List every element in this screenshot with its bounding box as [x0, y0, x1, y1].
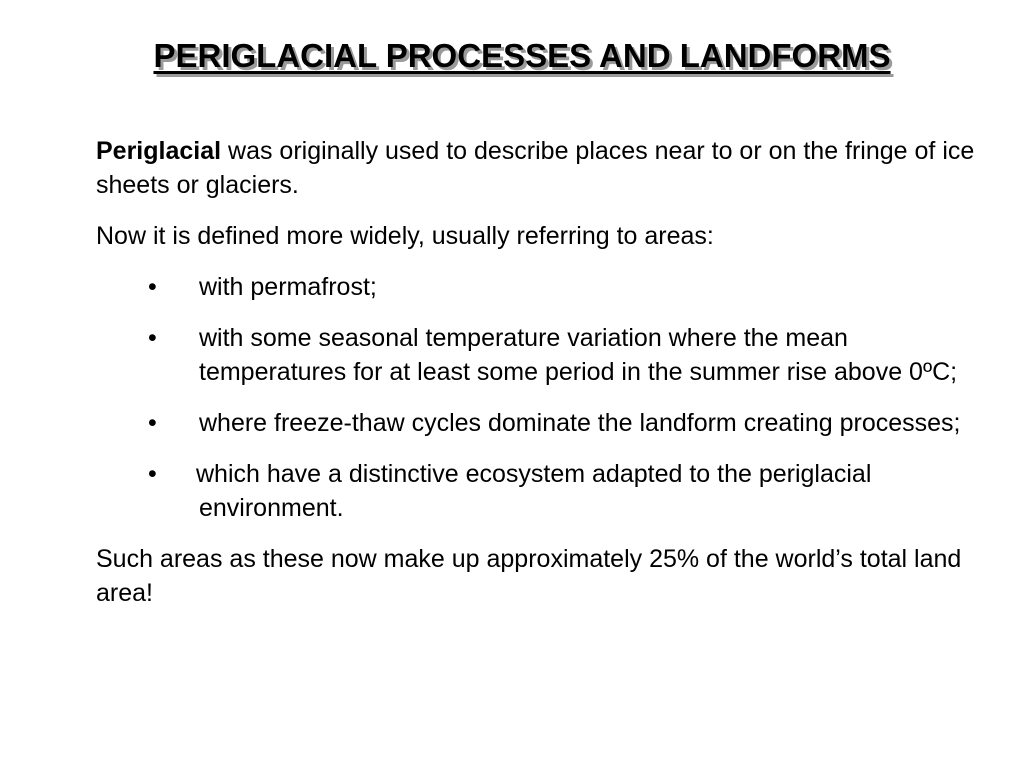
slide-title: PERIGLACIAL PROCESSES AND LANDFORMS [153, 37, 891, 74]
bullet-item [96, 457, 976, 525]
bullet-list [96, 270, 976, 525]
bullet-text: with permafrost; [199, 273, 377, 301]
slide-body [96, 134, 976, 627]
bullet-icon: • [148, 409, 157, 437]
conclusion-paragraph: Such areas as these now make up approximately 25% of the world’s total land area! [96, 545, 962, 607]
intro-paragraph [96, 134, 976, 202]
intro-term: Periglacial [96, 137, 222, 165]
bullet-text: where freeze-thaw cycles dominate the landform creating processes; [199, 409, 961, 437]
bullet-item [96, 270, 976, 304]
bullet-icon: • [148, 460, 157, 488]
bullet-item [96, 406, 976, 440]
bullet-item [96, 321, 976, 389]
bullet-text: which have a distinctive ecosystem adapted to the periglacial environment. [196, 460, 872, 522]
bullet-icon: • [148, 324, 157, 352]
intro-text: was originally used to describe places near to or on the fringe of ice sheets or glaciers. [96, 137, 975, 199]
lead-in-paragraph: Now it is defined more widely, usually referring to areas: [96, 222, 714, 250]
bullet-text: with some seasonal temperature variation where the mean temperatures for at least some period in the summer rise above 0ºC; [199, 324, 958, 386]
bullet-icon: • [148, 273, 157, 301]
